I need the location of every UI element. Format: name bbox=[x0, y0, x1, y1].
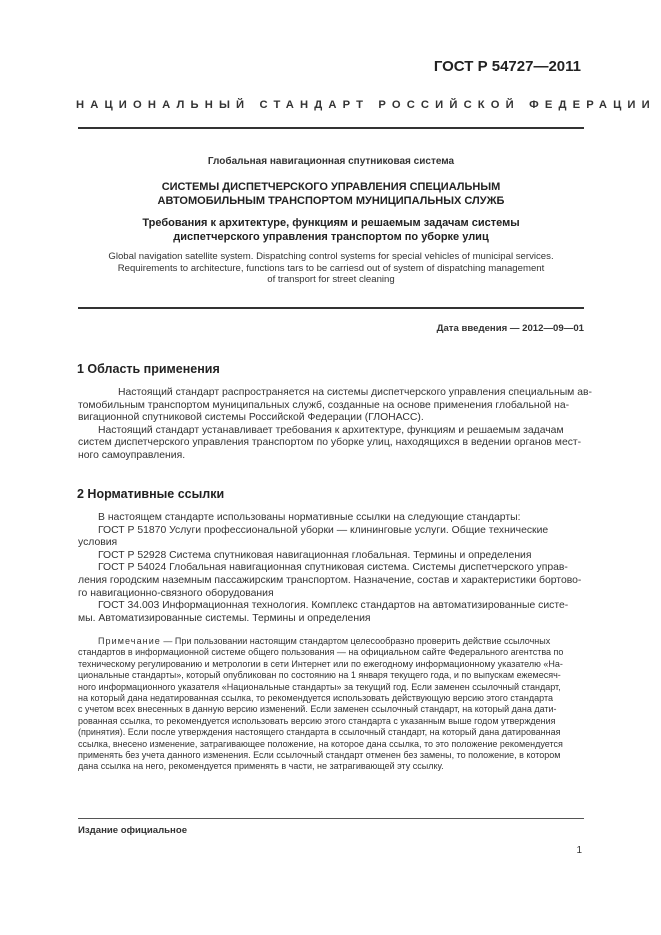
note-line: (принятия). Если после утверждения настоящего стандарта в ссылочный стандарт, на который дана датированная bbox=[78, 727, 561, 738]
paragraph-line: ГОСТ 34.003 Информационная технология. Комплекс стандартов на автоматизированные систе- bbox=[98, 600, 569, 612]
note-line: стандартов в информационной системе общего пользования — на официальном сайте Федерального агентства по bbox=[78, 647, 564, 658]
english-title-line: of transport for street cleaning bbox=[267, 274, 395, 285]
note-line: техническому регулированию и метрологии в сети Интернет или по ежегодному информационному указателю «На- bbox=[78, 658, 563, 669]
note-label: Примечание bbox=[98, 636, 161, 646]
sub-title-line: Требования к архитектуре, функциям и решаемым задачам системы bbox=[142, 217, 520, 229]
paragraph-line: Настоящий стандарт устанавливает требования к архитектуре, функциям и решаемым задачам bbox=[98, 424, 564, 436]
main-title bbox=[78, 180, 584, 208]
note-line: с учетом всех внесенных в данную версию изменений. Если заменен ссылочный стандарт, на который дана дати- bbox=[78, 704, 557, 715]
note-line: дана ссылка на него, рекомендуется применять в части, не затрагивающей эту ссылку. bbox=[78, 761, 444, 772]
paragraph-line: мы. Автоматизированные системы. Термины и определения bbox=[78, 612, 371, 624]
paragraph-line: томобильным транспортом муниципальных служб, созданные на основе применения глобальной на- bbox=[78, 399, 570, 411]
note-line: рованная ссылка, то рекомендуется использовать версию этого стандарта с указанным выше годом утверждения bbox=[78, 715, 556, 726]
paragraph-line: ГОСТ Р 51870 Услуги профессиональной уборки — клининговые услуги. Общие технические bbox=[98, 524, 549, 536]
paragraph-line: систем диспетчерского управления транспортом по уборке улиц, находящихся в ведении органов мест- bbox=[78, 437, 582, 449]
header-rule bbox=[78, 127, 584, 129]
note-line: циональные стандарты», который опубликован по состоянию на 1 января текущего года, и по выпускам ежемесяч- bbox=[78, 670, 561, 681]
sub-title bbox=[78, 216, 584, 244]
english-title bbox=[78, 251, 584, 286]
paragraph-line: го навигационно-связного оборудования bbox=[78, 587, 274, 599]
paragraph-line: Настоящий стандарт распространяется на системы диспетчерского управления специальным ав- bbox=[118, 387, 592, 398]
official-edition: Издание официальное bbox=[78, 825, 188, 836]
section-2-heading: 2 Нормативные ссылки bbox=[77, 487, 225, 501]
note-line: ссылка, внесено изменение, затрагивающее положение, на которое дана ссылка, то это положение рекомендуется bbox=[78, 738, 563, 749]
paragraph-line: условия bbox=[78, 537, 118, 549]
paragraph-line: ГОСТ Р 54024 Глобальная навигационная спутниковая система. Системы диспетчерского управ- bbox=[98, 562, 568, 574]
paragraph-line: ГОСТ Р 52928 Система спутниковая навигационная глобальная. Термины и определения bbox=[98, 549, 532, 561]
paragraph-line: ления городским наземным пассажирским транспортом. Назначение, состав и характеристики бортово- bbox=[78, 574, 582, 586]
main-title-line: СИСТЕМЫ ДИСПЕТЧЕРСКОГО УПРАВЛЕНИЯ СПЕЦИАЛЬНЫМ bbox=[161, 181, 501, 193]
section-2-text-block bbox=[78, 512, 584, 625]
title-rule bbox=[78, 307, 584, 309]
english-title-line: Global navigation satellite system. Dispatching control systems for special vehicles of municipal services. bbox=[108, 251, 554, 262]
note-line: применять без учета данного изменения. Если ссылочный стандарт отменен без замены, то положение, в котором bbox=[78, 750, 561, 761]
note-line: на который дана недатированная ссылка, то рекомендуется использовать действующую версию этого стандарта bbox=[78, 693, 553, 704]
note-block bbox=[78, 636, 584, 773]
section-1-heading: 1 Область применения bbox=[77, 362, 220, 376]
paragraph-line: В настоящем стандарте использованы нормативные ссылки на следующие стандарты: bbox=[98, 512, 521, 523]
note-line: Примечание — При пользовании настоящим стандартом целесообразно проверить действие ссылочных bbox=[98, 636, 551, 646]
paragraph-line: вигационной спутниковой системы Российской Федерации (ГЛОНАСС). bbox=[78, 412, 424, 424]
paragraph-line: ного самоуправления. bbox=[78, 449, 186, 461]
sub-title-line: диспетчерского управления транспортом по уборке улиц bbox=[173, 231, 489, 243]
system-title: Глобальная навигационная спутниковая система bbox=[207, 156, 455, 167]
main-title-line: АВТОМОБИЛЬНЫМ ТРАНСПОРТОМ МУНИЦИПАЛЬНЫХ СЛУЖБ bbox=[157, 195, 505, 207]
section-1-text-block bbox=[78, 387, 592, 463]
note-line: ного информационного указателя «Национальные стандарты» за текущий год. Если заменен ссылочный стандарт, bbox=[78, 681, 561, 692]
page-number: 1 bbox=[576, 845, 582, 856]
national-standard-banner: НАЦИОНАЛЬНЫЙ СТАНДАРТ РОССИЙСКОЙ ФЕДЕРАЦИИ bbox=[76, 99, 656, 111]
footer-rule bbox=[78, 818, 584, 819]
standard-number: ГОСТ Р 54727—2011 bbox=[433, 58, 581, 75]
english-title-line: Requirements to architecture, functions tars to be carriesd out of system of dispatching management bbox=[117, 262, 545, 274]
introduction-date: Дата введения — 2012—09—01 bbox=[436, 323, 584, 334]
